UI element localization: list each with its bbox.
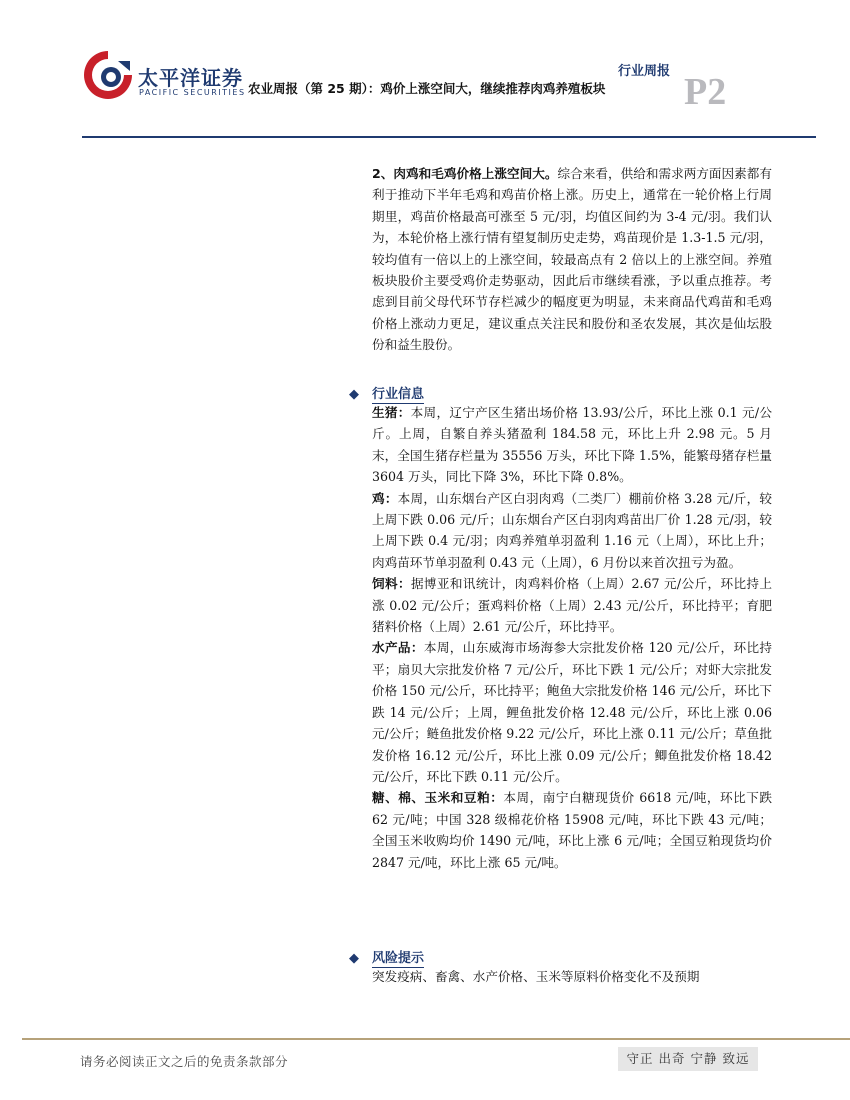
report-type-label: 行业周报 xyxy=(617,64,670,79)
intro-paragraph xyxy=(372,163,772,356)
industry-item-label: 糖、棉、玉米和豆粕： xyxy=(372,790,504,806)
pacific-securities-logo-icon xyxy=(80,47,136,103)
industry-item-text: 据博亚和讯统计，肉鸡料价格（上周）2.67 元/公斤，环比持上涨 0.02 元/公斤；蛋鸡料价格（上周）2.43 元/公斤，环比持平；育肥猪料价格（上周）2.61 元/公斤，环比持平。 xyxy=(372,576,773,635)
industry-item-label: 水产品： xyxy=(372,640,424,656)
footer-divider xyxy=(22,1038,850,1040)
industry-item-text: 本周，山东威海市场海参大宗批发价格 120 元/公斤，环比持平；扇贝大宗批发价格 7 元/公斤，环比下跌 1 元/公斤；对虾大宗批发价格 150 元/公斤，环比持平；鲍鱼大宗批发价格 146 元/公斤，环比下跌 14 元/公斤；上周，鲤鱼批发价格 12.48 元/公斤，环比上涨 0.06 元/公斤；鲢鱼批发价格 9.22 元/公斤，环比上涨 0.11 元/公斤；草鱼批发价格 16.12 元/公斤，环比上涨 0.09 元/公斤；鲫鱼批发价格 18.42 元/公斤，环比下跌 0.11 元/公斤。 xyxy=(372,640,773,784)
risk-text: 突发疫病、畜禽、水产价格、玉米等原料价格变化不及预期 xyxy=(372,969,700,984)
page-number: P2 xyxy=(684,71,727,113)
diamond-bullet-icon: ◆ xyxy=(349,387,359,402)
header-divider xyxy=(82,136,816,138)
industry-item-label: 生猪： xyxy=(372,405,411,420)
risk-heading xyxy=(349,947,424,966)
industry-info-heading xyxy=(349,383,424,402)
industry-item-text: 本周，辽宁产区生猪出场价格 13.93/公斤，环比上涨 0.1 元/公斤。上周，自繁自养头猪盈利 184.58 元，环比上升 2.98 元。5 月末，全国生猪存栏量为 35556 万头，环比下降 1.5%，能繁母猪存栏量 3604 万头，同比下降 3%，环比下降 0.8%。 xyxy=(372,405,773,485)
industry-item-text: 本周，南宁白糖现货价 6618 元/吨，环比下跌 62 元/吨；中国 328 级棉花价格 15908 元/吨，环比下跌 43 元/吨；全国玉米收购均价 1490 元/吨，环比上涨 6 元/吨；全国豆粕现货均价 2847 元/吨，环比上涨 65 元/吨。 xyxy=(372,790,772,870)
footer-motto: 守正 出奇 宁静 致远 xyxy=(618,1047,758,1071)
report-title: 农业周报（第 25 期）：鸡价上涨空间大，继续推荐肉鸡养殖板块 xyxy=(248,81,606,96)
industry-item-feed xyxy=(372,573,772,637)
industry-info-list xyxy=(372,402,772,873)
industry-item-label: 鸡： xyxy=(372,490,398,506)
brand-name-en: PACIFIC SECURITIES xyxy=(139,88,246,97)
industry-item-label: 饲料： xyxy=(372,576,411,592)
intro-lead: 2、肉鸡和毛鸡价格上涨空间大。 xyxy=(372,166,558,181)
industry-item-aquatic xyxy=(372,637,772,787)
industry-item-chicken xyxy=(372,488,772,574)
industry-item-text: 本周，山东烟台产区白羽肉鸡（二类厂）棚前价格 3.28 元/斤，较上周下跌 0.06 元/斤；山东烟台产区白羽肉鸡苗出厂价 1.28 元/羽，较上周下跌 0.4 元/羽；肉鸡养殖单羽盈利 1.16 元（上周），环比上升；肉鸡苗环节单羽盈利 0.43 元（上周），6 月份以来首次扭亏为盈。 xyxy=(372,490,773,570)
risk-heading-text: 风险提示 xyxy=(372,951,425,966)
intro-body: 综合来看，供给和需求两方面因素都有利于推动下半年毛鸡和鸡苗价格上涨。历史上，通常在一轮价格上行周期里，鸡苗价格最高可涨至 5 元/羽，均值区间约为 3-4 元/羽。我们认为，本轮价格上涨行情有望复制历史走势，鸡苗现价是 1.3-1.5 元/羽，较均值有一倍以上的上涨空间，较最高点有 2 倍以上的上涨空间。养殖板块股价主要受鸡价走势驱动，因此后市继续看涨，予以重点推荐。考虑到目前父母代环节存栏减少的幅度更为明显，未来商品代鸡苗和毛鸡价格上涨动力更足，建议重点关注民和股份和圣农发展，其次是仙坛股份和益生股份。 xyxy=(372,166,773,353)
industry-info-heading-text: 行业信息 xyxy=(372,387,425,402)
industry-item-commodities xyxy=(372,787,772,873)
footer-disclaimer: 请务必阅读正文之后的免责条款部分 xyxy=(80,1054,289,1069)
brand-name-cn: 太平洋证券 xyxy=(138,66,243,90)
diamond-bullet-icon: ◆ xyxy=(349,951,359,966)
industry-item-hog xyxy=(372,402,772,488)
